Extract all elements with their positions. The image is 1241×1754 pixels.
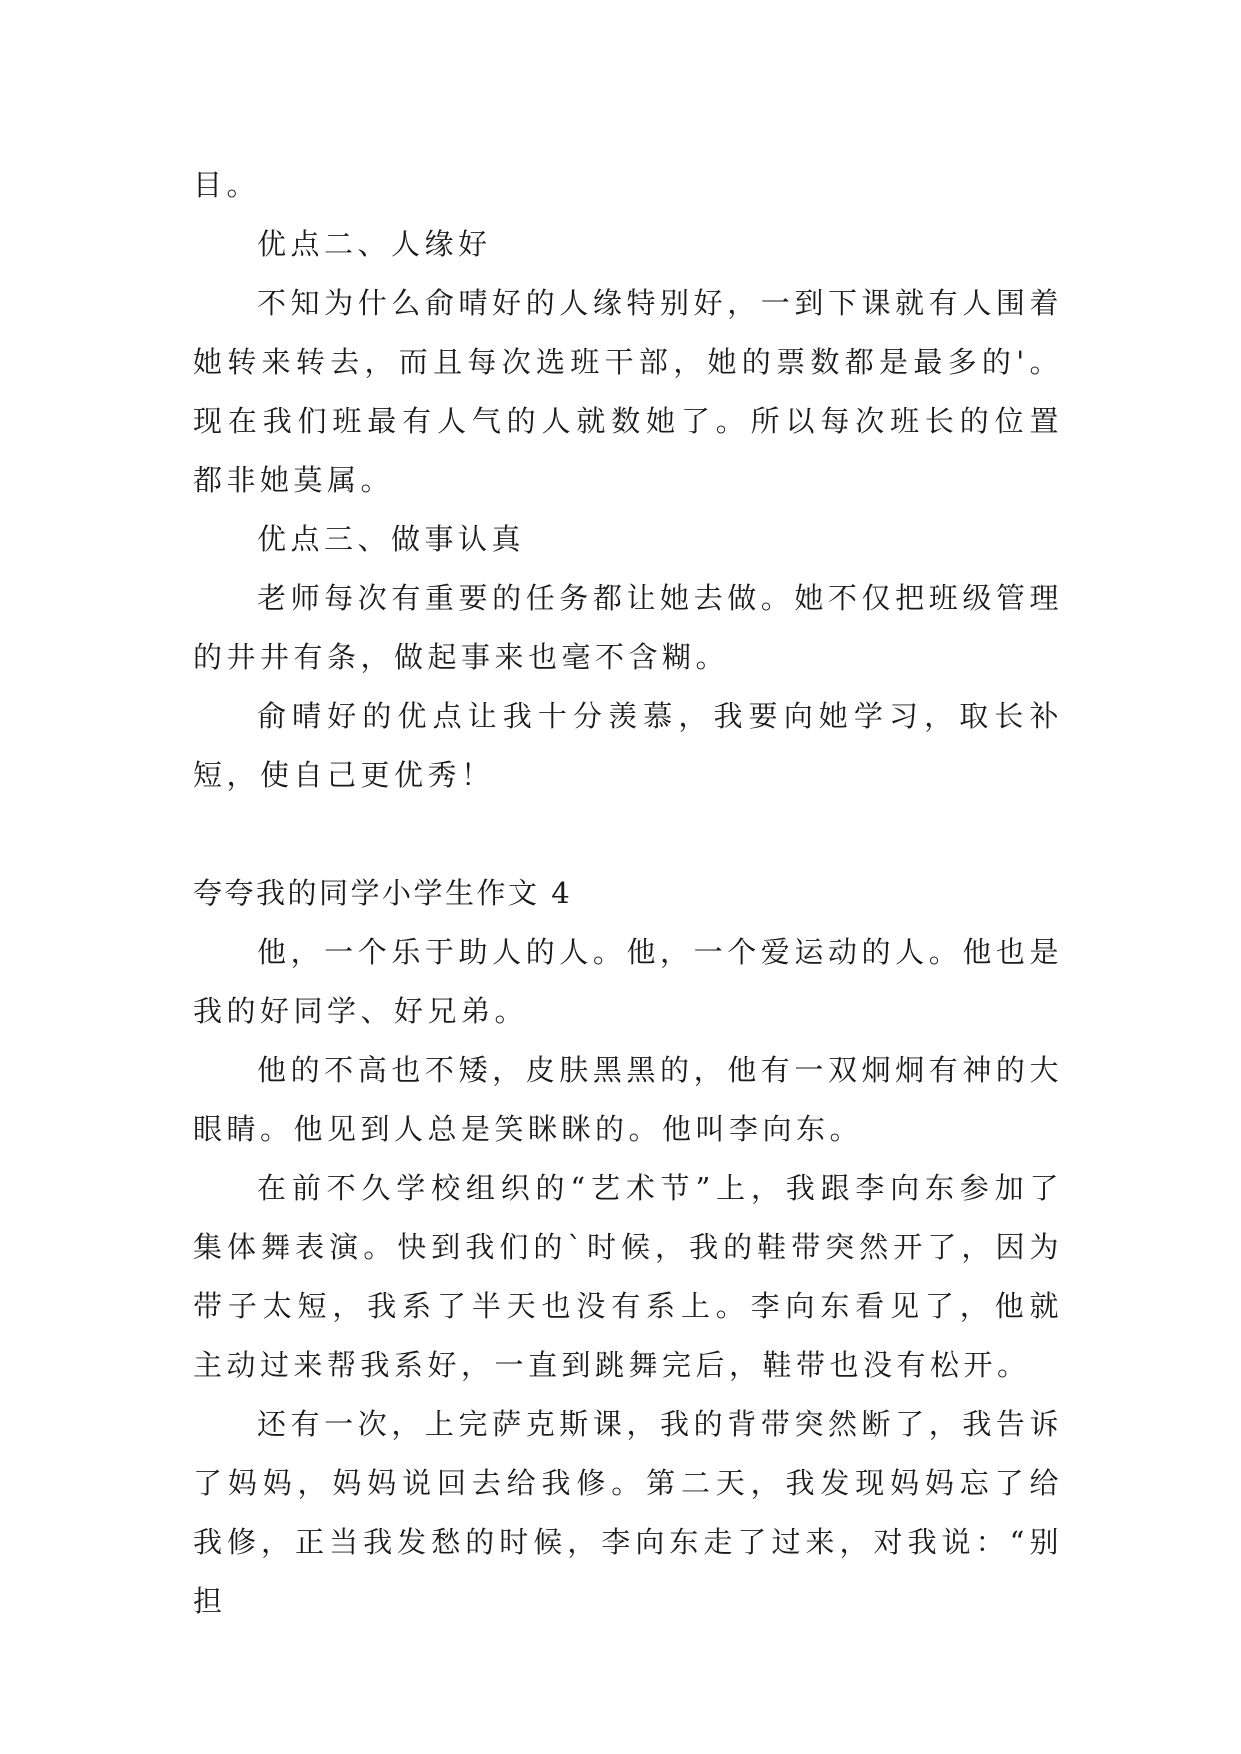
subheading-strength-two: 优点二、人缘好: [257, 227, 492, 261]
document-body: [193, 156, 1063, 1631]
section-spacer: [193, 805, 1063, 864]
paragraph: 他，一个乐于助人的人。他，一个爱运动的人。他也是我的好同学、好兄弟。: [193, 935, 1063, 1028]
paragraph: 在前不久学校组织的“艺术节”上，我跟李向东参加了集体舞表演。快到我们的`时候，我的鞋带突然开了，因为带子太短，我系了半天也没有系上。李向东看见了，他就主动过来帮我系好，一直到跳舞完后，鞋带也没有松开。: [193, 1171, 1063, 1382]
essay-title: 夸夸我的同学小学生作文 4: [193, 876, 573, 910]
paragraph: 俞晴好的优点让我十分羡慕，我要向她学习，取长补短，使自己更优秀！: [193, 699, 1063, 792]
paragraph-fragment: 目。: [193, 168, 261, 202]
paragraph: 还有一次，上完萨克斯课，我的背带突然断了，我告诉了妈妈，妈妈说回去给我修。第二天，我发现妈妈忘了给我修，正当我发愁的时候，李向东走了过来，对我说：“别担: [193, 1407, 1063, 1618]
paragraph: 不知为什么俞晴好的人缘特别好，一到下课就有人围着她转来转去，而且每次选班干部，她的票数都是最多的'。现在我们班最有人气的人就数她了。所以每次班长的位置都非她莫属。: [193, 286, 1063, 497]
paragraph: 他的不高也不矮，皮肤黑黑的，他有一双炯炯有神的大眼睛。他见到人总是笑眯眯的。他叫李向东。: [193, 1053, 1063, 1146]
subheading-strength-three: 优点三、做事认真: [257, 522, 526, 556]
paragraph: 老师每次有重要的任务都让她去做。她不仅把班级管理的井井有条，做起事来也毫不含糊。: [193, 581, 1063, 674]
